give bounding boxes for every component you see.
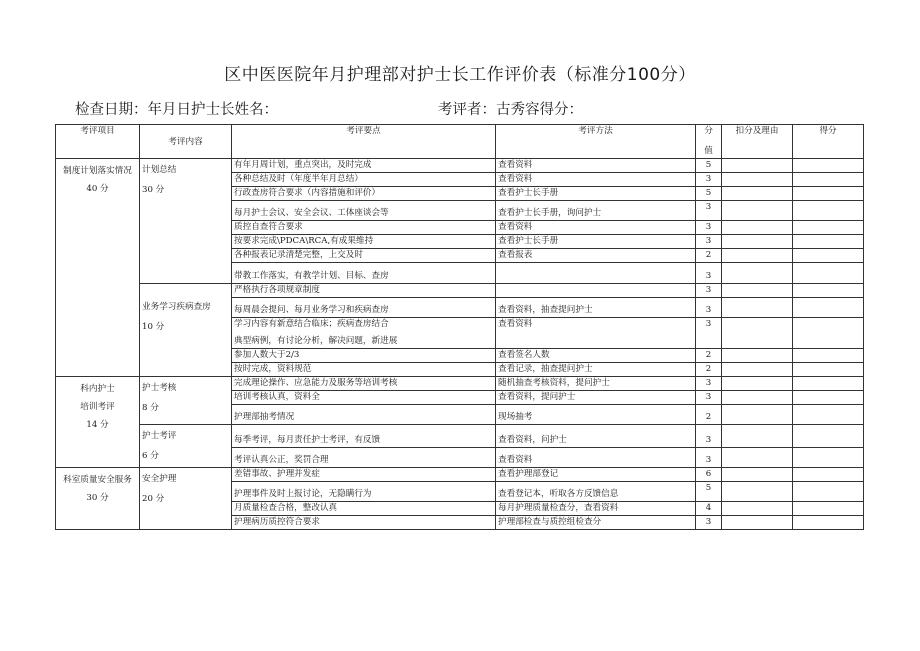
deduct-cell[interactable] [722,318,793,349]
value-cell: 3 [696,263,722,284]
got-cell[interactable] [793,159,864,173]
point-cell: 行政查房符合要求（内容措施和评价） [232,187,496,201]
section-nurse-eval: 护士考评 6 分 [140,425,232,468]
value-cell: 3 [696,221,722,235]
point-cell: 考评认真公正，奖罚合理 [232,447,496,467]
method-cell: 查看护士长手册 [496,235,696,249]
deduct-cell[interactable] [722,391,793,405]
section-study-rounds: 业务学习疾病查房 10 分 [140,284,232,377]
deduct-cell[interactable] [722,468,793,482]
deduct-cell[interactable] [722,249,793,263]
section-safety: 安全护理 20 分 [140,468,232,530]
table-row [56,468,864,482]
got-cell[interactable] [793,173,864,187]
point-cell: 带教工作落实，有教学计划、目标、查房 [232,263,496,284]
value-cell: 5 [696,482,722,502]
point-cell: 月质量检查合格，整改认真 [232,502,496,516]
got-cell[interactable] [793,377,864,391]
point-cell: 学习内容有新意结合临床；疾病查房结合 典型病例，有讨论分析，解决问题，新进展 [232,318,496,349]
method-cell: 查看护士长手册，询问护士 [496,201,696,221]
deduct-cell[interactable] [722,263,793,284]
value-cell: 3 [696,298,722,318]
evaluator-info: 考评者：古秀容得分： [438,102,583,118]
got-cell[interactable] [793,235,864,249]
point-cell: 各种总结及时（年度半年月总结） [232,173,496,187]
got-cell[interactable] [793,447,864,467]
table-row [56,425,864,448]
point-cell: 每周晨会提问、每月业务学习和疾病查房 [232,298,496,318]
method-cell: 查看护理部登记 [496,468,696,482]
header-content: 考评内容 [140,125,232,159]
point-cell: 质控自查符合要求 [232,221,496,235]
deduct-cell[interactable] [722,405,793,425]
evaluation-table [55,124,864,530]
deduct-cell[interactable] [722,425,793,448]
got-cell[interactable] [793,221,864,235]
got-cell[interactable] [793,425,864,448]
deduct-cell[interactable] [722,516,793,530]
deduct-cell[interactable] [722,502,793,516]
section-nurse-exam: 护士考核 8 分 [140,377,232,425]
value-cell: 5 [696,187,722,201]
method-cell [496,263,696,284]
value-cell: 3 [696,377,722,391]
deduct-cell[interactable] [722,349,793,363]
header-score: 分 值 [696,125,722,159]
value-cell: 3 [696,173,722,187]
deduct-cell[interactable] [722,221,793,235]
method-cell: 查看记录，抽查提问护士 [496,363,696,377]
method-cell: 查看护士长手册 [496,187,696,201]
value-cell: 3 [696,318,722,349]
header-row [56,125,864,159]
category-quality: 科室质量安全服务 30 分 [56,468,140,530]
got-cell[interactable] [793,363,864,377]
method-cell: 查看资料，问护士 [496,425,696,448]
method-cell: 查看报表 [496,249,696,263]
deduct-cell[interactable] [722,159,793,173]
got-cell[interactable] [793,468,864,482]
got-cell[interactable] [793,187,864,201]
point-cell: 按时完成，资料规范 [232,363,496,377]
value-cell: 3 [696,391,722,405]
point-cell: 参加人数大于2/3 [232,349,496,363]
deduct-cell[interactable] [722,235,793,249]
got-cell[interactable] [793,502,864,516]
value-cell: 5 [696,159,722,173]
deduct-cell[interactable] [722,201,793,221]
point-cell: 护理部抽考情况 [232,405,496,425]
table-row [56,159,864,173]
header-got: 得分 [793,125,864,159]
inspection-info: 检查日期：年月日护士长姓名： [75,102,278,118]
deduct-cell[interactable] [722,187,793,201]
method-cell: 查看资料 [496,159,696,173]
value-cell: 2 [696,405,722,425]
value-cell: 3 [696,201,722,221]
method-cell: 查看资料 [496,221,696,235]
deduct-cell[interactable] [722,482,793,502]
deduct-cell[interactable] [722,298,793,318]
got-cell[interactable] [793,405,864,425]
value-cell: 6 [696,468,722,482]
got-cell[interactable] [793,516,864,530]
method-cell: 每月护理质量检查分，查看资料 [496,502,696,516]
method-cell: 查看资料 [496,447,696,467]
point-cell: 每季考评，每月责任护士考评，有反馈 [232,425,496,448]
value-cell: 3 [696,516,722,530]
header-points: 考评要点 [232,125,496,159]
value-cell: 3 [696,284,722,298]
method-cell: 查看资料 [496,318,696,349]
value-cell: 4 [696,502,722,516]
value-cell: 3 [696,425,722,448]
got-cell[interactable] [793,482,864,502]
value-cell: 2 [696,363,722,377]
point-cell: 严格执行各项规章制度 [232,284,496,298]
deduct-cell[interactable] [722,377,793,391]
point-cell: 各种报表记录清楚完整，上交及时 [232,249,496,263]
section-plan-summary: 计划总结 30 分 [140,159,232,284]
point-cell: 每月护士会议、安全会议、工体座谈会等 [232,201,496,221]
category-plan: 制度计划落实情况 40 分 [56,159,140,377]
got-cell[interactable] [793,349,864,363]
got-cell[interactable] [793,284,864,298]
value-cell: 3 [696,235,722,249]
point-cell: 按要求完成\PDCA\RCA,有成果维持 [232,235,496,249]
got-cell[interactable] [793,249,864,263]
method-cell: 护理部检查与质控组检查分 [496,516,696,530]
deduct-cell[interactable] [722,447,793,467]
deduct-cell[interactable] [722,284,793,298]
table-row [56,284,864,298]
method-cell: 查看资料 [496,173,696,187]
category-training: 科内护士 培训考评 14 分 [56,377,140,468]
method-cell: 查看资料，提问护士 [496,391,696,405]
value-cell: 2 [696,349,722,363]
header-item: 考评项目 [56,125,140,159]
method-cell: 查看签名人数 [496,349,696,363]
page-title: 区中医医院年月护理部对护士长工作评价表（标准分100分） [224,65,696,85]
point-cell: 差错事故、护理并发症 [232,468,496,482]
table-row [56,377,864,391]
method-cell: 现场抽考 [496,405,696,425]
header-deduct: 扣分及理由 [722,125,793,159]
method-cell: 随机抽查考核资料，提问护士 [496,377,696,391]
point-cell: 有年月周计划，重点突出，及时完成 [232,159,496,173]
deduct-cell[interactable] [722,173,793,187]
got-cell[interactable] [793,298,864,318]
point-cell: 护理事件及时上报讨论，无隐瞒行为 [232,482,496,502]
point-cell: 护理病历质控符合要求 [232,516,496,530]
header-method: 考评方法 [496,125,696,159]
value-cell: 3 [696,447,722,467]
got-cell[interactable] [793,391,864,405]
point-cell: 培训考核认真，资料全 [232,391,496,405]
method-cell [496,284,696,298]
got-cell[interactable] [793,318,864,349]
value-cell: 2 [696,249,722,263]
method-cell: 查看登记本，听取各方反馈信息 [496,482,696,502]
method-cell: 查看资料，抽查提问护士 [496,298,696,318]
got-cell[interactable] [793,263,864,284]
deduct-cell[interactable] [722,363,793,377]
got-cell[interactable] [793,201,864,221]
point-cell: 完成理论操作、应急能力及服务等培训考核 [232,377,496,391]
